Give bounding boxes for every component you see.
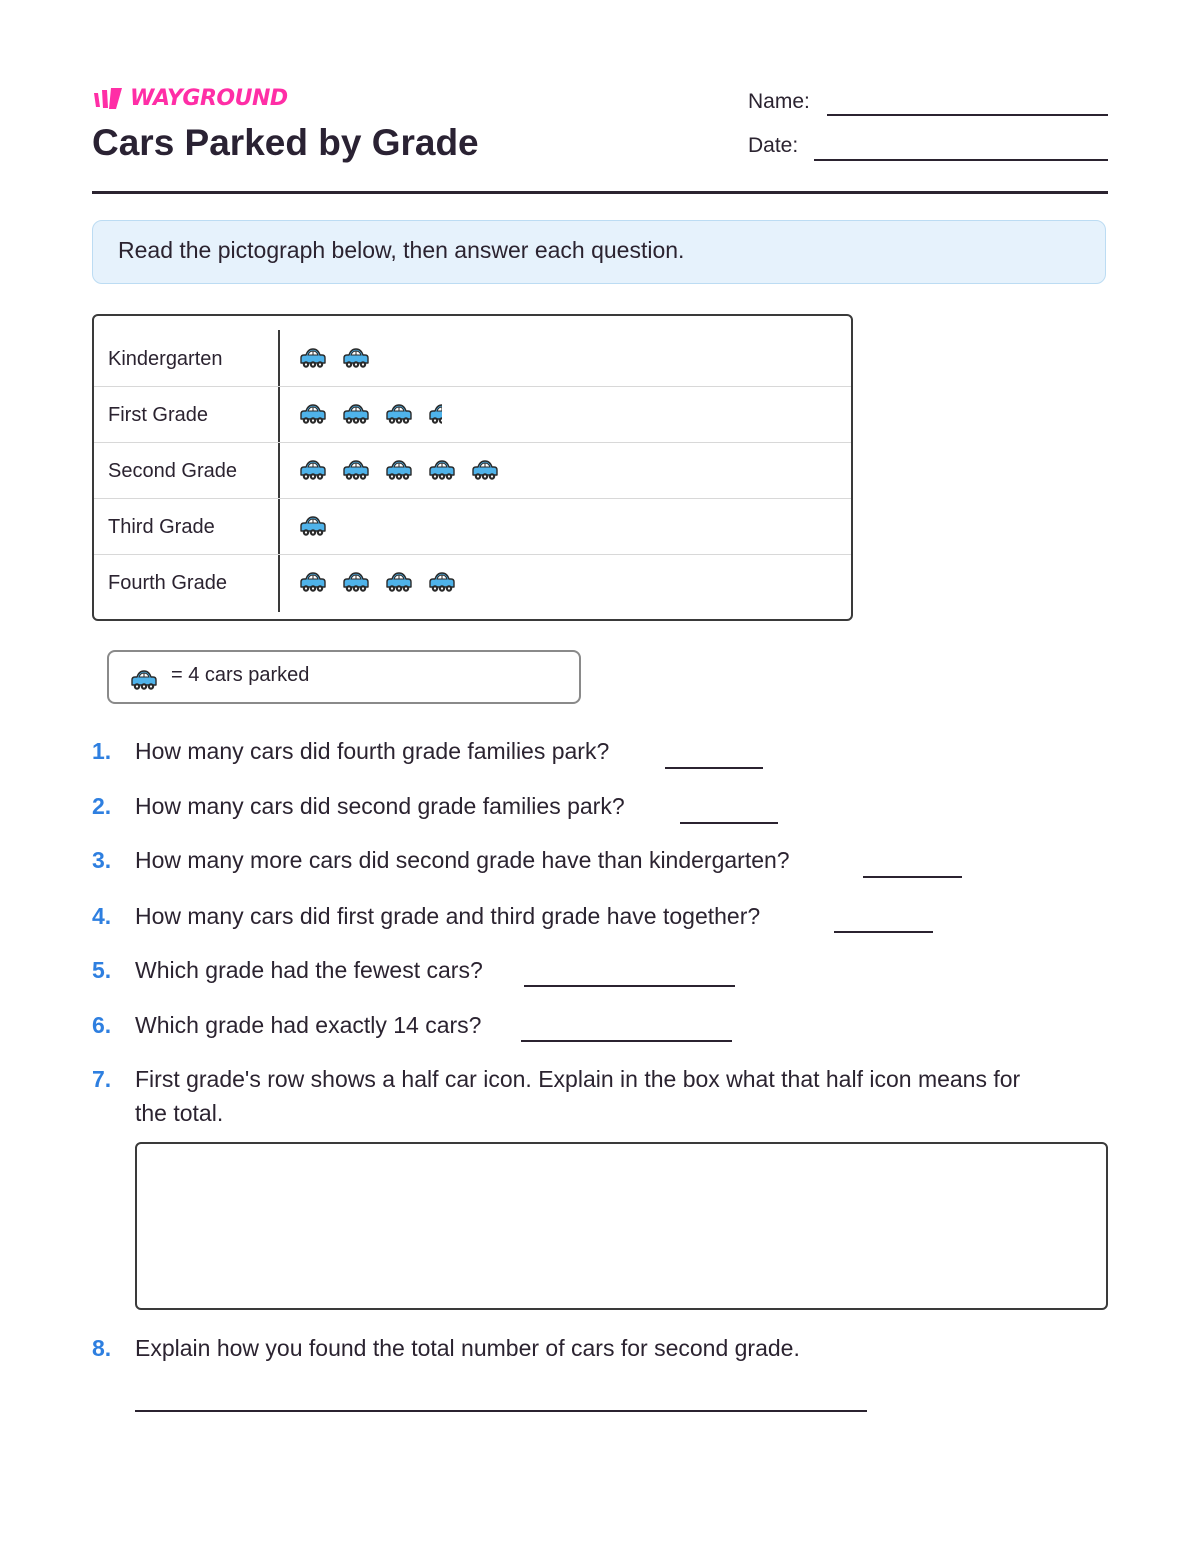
question-7-text-line2: the total.: [135, 1100, 224, 1126]
question-7-text-line1: First grade's row shows a half car icon. Explain in the box what that half icon means for: [135, 1066, 1021, 1092]
question-3-text: How many more cars did second grade have than kindergarten?: [135, 847, 790, 873]
car-icon: [384, 457, 414, 483]
name-label: Name:: [748, 90, 810, 113]
header-divider: [92, 191, 1108, 194]
question-8-text: Explain how you found the total number of cars for second grade.: [135, 1335, 800, 1361]
question-1-number: 1.: [92, 738, 112, 764]
question-2-text: How many cars did second grade families park?: [135, 793, 625, 819]
question-6-text: Which grade had exactly 14 cars?: [135, 1012, 482, 1038]
question-4-answer-line[interactable]: [834, 931, 933, 933]
car-icon: [298, 569, 328, 595]
question-4-text: How many cars did first grade and third grade have together?: [135, 903, 761, 929]
car-icon: [384, 569, 414, 595]
instructions-text: Read the pictograph below, then answer each question.: [118, 237, 685, 263]
question-2-answer-line[interactable]: [680, 822, 778, 824]
pictograph-table: [92, 314, 853, 621]
car-icon: [129, 667, 159, 693]
question-5-answer-line[interactable]: [524, 985, 735, 987]
question-4-number: 4.: [92, 903, 112, 929]
brand-logo: [92, 86, 288, 111]
date-label: Date:: [748, 134, 799, 157]
pictograph-row-fourth-grade: [94, 554, 851, 610]
car-icon: [341, 345, 371, 371]
row-label: Third Grade: [108, 516, 215, 538]
date-field[interactable]: [814, 159, 1108, 161]
pictograph-row-third-grade: [94, 498, 851, 555]
question-2-number: 2.: [92, 793, 112, 819]
question-8-number: 8.: [92, 1335, 112, 1361]
question-5-number: 5.: [92, 957, 112, 983]
question-3-number: 3.: [92, 847, 112, 873]
question-6-answer-line[interactable]: [521, 1040, 732, 1042]
car-icon: [298, 457, 328, 483]
page-title: Cars Parked by Grade: [92, 122, 479, 163]
pictograph-key: [107, 650, 581, 704]
question-1-text: How many cars did fourth grade families park?: [135, 738, 610, 764]
car-icon: [298, 513, 328, 539]
car-icon: [470, 457, 500, 483]
row-label: First Grade: [108, 404, 209, 426]
car-icon: [298, 345, 328, 371]
car-icon: [384, 401, 414, 427]
question-3-answer-line[interactable]: [863, 876, 962, 878]
question-1-answer-line[interactable]: [665, 767, 763, 769]
question-8-answer-line[interactable]: [135, 1410, 867, 1412]
row-label: Kindergarten: [108, 348, 223, 370]
pictograph-row-first-grade: [94, 386, 851, 443]
wayground-logo-icon: [92, 87, 124, 111]
car-icon: [341, 457, 371, 483]
car-icon: [427, 457, 457, 483]
question-5-text: Which grade had the fewest cars?: [135, 957, 483, 983]
car-icon: [298, 401, 328, 427]
car-icon: [341, 401, 371, 427]
question-6-number: 6.: [92, 1012, 112, 1038]
row-label: Fourth Grade: [108, 572, 227, 594]
brand-name: WAYGROUND: [130, 86, 288, 111]
row-label: Second Grade: [108, 460, 237, 482]
name-field[interactable]: [827, 114, 1108, 116]
key-text: = 4 cars parked: [171, 664, 310, 686]
pictograph-row-second-grade: [94, 442, 851, 499]
car-icon: [427, 569, 457, 595]
question-7-number: 7.: [92, 1066, 112, 1092]
instructions-box: [92, 220, 1106, 284]
question-7-answer-box[interactable]: [135, 1142, 1108, 1310]
car-icon: [341, 569, 371, 595]
half-car-icon: [427, 401, 457, 427]
pictograph-row-kindergarten: [94, 330, 851, 387]
